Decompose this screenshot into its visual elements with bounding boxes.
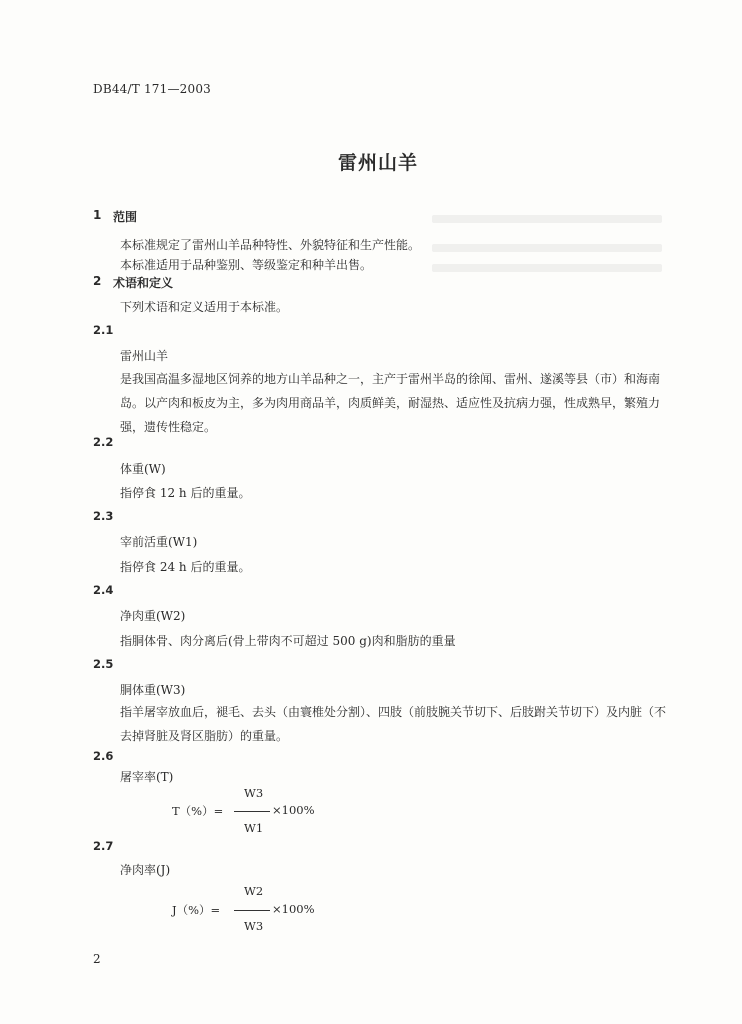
- clause-number: 2.3: [93, 509, 114, 523]
- term-definition: 指羊屠宰放血后，褪毛、去头（由寰椎处分割）、四肢（前肢腕关节切下、后肢跗关节切下）及内脏（不去掉肾脏及肾区脂肪）的重量。: [120, 705, 667, 743]
- term-label: 宰前活重(W1): [120, 535, 198, 549]
- formula-numerator: W3: [244, 786, 264, 800]
- section-number: 2: [93, 274, 102, 288]
- term-label: 净肉重(W2): [120, 609, 186, 623]
- fraction-bar: [234, 811, 270, 812]
- formula-denominator: W3: [244, 919, 264, 933]
- section-number: 1: [93, 208, 102, 222]
- term-label: 屠宰率(T): [120, 770, 174, 784]
- term-label: 净肉率(J): [120, 863, 171, 877]
- term-label: 体重(W): [120, 462, 166, 476]
- formula-factor: ×100%: [272, 803, 315, 817]
- clause-number: 2.5: [93, 657, 114, 671]
- section-heading: 范围: [113, 210, 138, 224]
- formula-numerator: W2: [244, 884, 264, 898]
- term-label: 雷州山羊: [120, 349, 169, 363]
- section-heading: 术语和定义: [113, 276, 174, 290]
- term-definition: 指停食 24 h 后的重量。: [120, 560, 251, 574]
- page-number: 2: [93, 952, 101, 966]
- clause-number: 2.2: [93, 435, 114, 449]
- term-definition: 指停食 12 h 后的重量。: [120, 486, 251, 500]
- bleed-through-artifact: [432, 244, 662, 252]
- formula-factor: ×100%: [272, 902, 315, 916]
- term-label: 胴体重(W3): [120, 683, 186, 697]
- term-definition: 指胴体骨、肉分离后(骨上带肉不可超过 500 g)肉和脂肪的重量: [120, 634, 456, 648]
- paragraph: 本标准适用于品种鉴别、等级鉴定和种羊出售。: [120, 258, 373, 272]
- formula-denominator: W1: [244, 821, 264, 835]
- clause-number: 2.7: [93, 839, 114, 853]
- clause-number: 2.1: [93, 323, 114, 337]
- fraction-bar: [234, 910, 270, 911]
- page-title: 雷州山羊: [338, 152, 419, 174]
- standard-code: DB44/T 171—2003: [93, 82, 212, 96]
- formula-lhs: J（%）=: [172, 903, 221, 917]
- bleed-through-artifact: [432, 264, 662, 272]
- clause-number: 2.6: [93, 749, 114, 763]
- bleed-through-artifact: [432, 215, 662, 223]
- formula-lhs: T（%）=: [172, 804, 224, 818]
- clause-number: 2.4: [93, 583, 114, 597]
- paragraph: 本标准规定了雷州山羊品种特性、外貌特征和生产性能。: [120, 238, 421, 252]
- paragraph: 下列术语和定义适用于本标准。: [120, 300, 289, 314]
- term-definition: 是我国高温多湿地区饲养的地方山羊品种之一，主产于雷州半岛的徐闻、雷州、遂溪等县（市）和海南岛。以产肉和板皮为主，多为肉用商品羊，肉质鲜美，耐湿热、适应性及抗病力强，性成熟早，繁殖力强，遗传性稳定。: [120, 372, 661, 434]
